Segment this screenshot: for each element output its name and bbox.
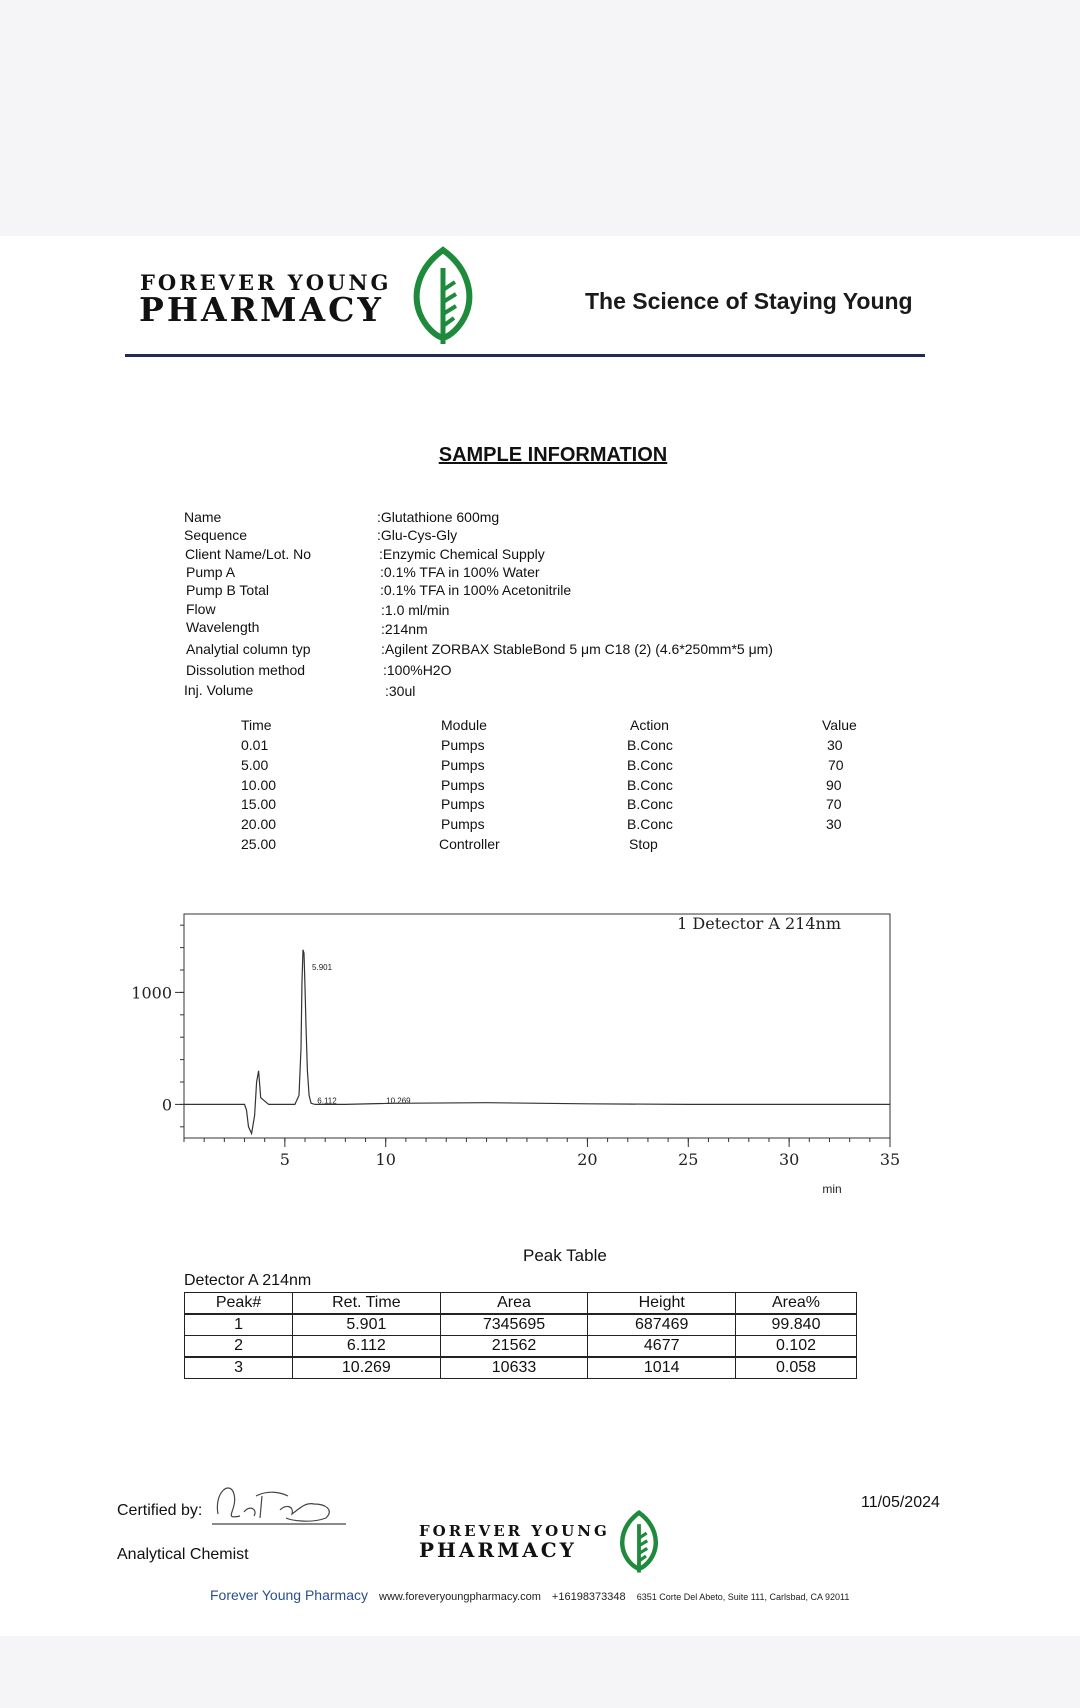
- footer-contact: [210, 1587, 849, 1603]
- info-label: Wavelength: [186, 619, 260, 635]
- info-value: :1.0 ml/min: [381, 602, 450, 618]
- info-label: Pump B Total: [186, 582, 270, 598]
- certified-by-label: Certified by:: [117, 1502, 203, 1519]
- table-cell: 1: [185, 1314, 293, 1336]
- table-cell: 4677: [588, 1336, 736, 1358]
- gradient-header: Time: [241, 717, 272, 733]
- gradient-cell: 30: [827, 737, 843, 753]
- signature: [210, 1474, 350, 1530]
- gradient-cell: 70: [828, 757, 844, 773]
- x-tick-label: 10: [375, 1150, 396, 1169]
- table-cell: 0.058: [736, 1357, 857, 1379]
- report-sheet: [0, 236, 1080, 1636]
- peak-label: 10.269: [386, 1096, 411, 1106]
- gradient-cell: B.Conc: [627, 757, 673, 773]
- info-value: :0.1% TFA in 100% Acetonitrile: [380, 582, 572, 598]
- table-cell: 687469: [588, 1314, 736, 1336]
- footer-leaf-logo-icon: [618, 1508, 660, 1576]
- table-header: Area%: [736, 1293, 857, 1315]
- table-row: [185, 1336, 857, 1358]
- info-value: :Glu-Cys-Gly: [377, 527, 458, 543]
- info-value: :Glutathione 600mg: [377, 509, 500, 525]
- info-label: Pump A: [186, 564, 236, 580]
- brand-name-line2: PHARMACY: [139, 290, 384, 329]
- gradient-cell: Pumps: [441, 737, 485, 753]
- table-cell: 7345695: [440, 1314, 588, 1336]
- table-cell: 2: [185, 1336, 293, 1358]
- gradient-header: Module: [441, 717, 487, 733]
- info-label: Flow: [186, 601, 216, 617]
- x-tick-label: 5: [279, 1150, 290, 1169]
- gradient-cell: 30: [826, 816, 842, 832]
- table-header: Peak#: [185, 1293, 293, 1315]
- footer-address: 6351 Corte Del Abeto, Suite 111, Carlsbad, CA 92011: [636, 1592, 850, 1602]
- table-cell: 21562: [440, 1336, 588, 1358]
- table-row: [185, 1357, 857, 1379]
- x-axis-label: min: [822, 1182, 842, 1196]
- gradient-cell: Controller: [439, 836, 500, 852]
- peak-table: [184, 1292, 857, 1379]
- x-tick-label: 30: [778, 1150, 800, 1169]
- info-label: Inj. Volume: [184, 682, 254, 698]
- chromatogram-chart: [0, 896, 1080, 1196]
- gradient-cell: Stop: [629, 836, 658, 852]
- gradient-cell: 20.00: [241, 816, 277, 832]
- x-tick-label: 35: [879, 1150, 901, 1169]
- gradient-header: Value: [822, 717, 857, 733]
- table-cell: 3: [185, 1357, 293, 1379]
- gradient-cell: B.Conc: [627, 737, 673, 753]
- info-value: :Agilent ZORBAX StableBond 5 μm C18 (2) (4.6*250mm*5 μm): [381, 641, 773, 657]
- gradient-cell: B.Conc: [627, 816, 673, 832]
- info-value: :100%H2O: [383, 662, 452, 678]
- gradient-cell: 15.00: [241, 796, 277, 812]
- y-tick-label: 1000: [131, 983, 172, 1003]
- table-row: [185, 1314, 857, 1336]
- gradient-header: Action: [630, 717, 669, 733]
- peak-label: 6.112: [317, 1096, 337, 1106]
- info-value: :30ul: [385, 683, 416, 699]
- info-label: Sequence: [184, 527, 248, 543]
- table-header: Area: [440, 1293, 588, 1315]
- gradient-cell: 70: [826, 796, 842, 812]
- info-label: Client Name/Lot. No: [185, 546, 312, 562]
- peak-table-title: Peak Table: [523, 1246, 607, 1265]
- gradient-cell: Pumps: [441, 796, 485, 812]
- brand-name-line1: FOREVER YOUNG: [140, 270, 392, 295]
- chromatogram-trace: [184, 950, 890, 1134]
- table-header: Height: [588, 1293, 736, 1315]
- info-value: :Enzymic Chemical Supply: [379, 546, 545, 562]
- info-value: :0.1% TFA in 100% Water: [380, 564, 540, 580]
- certification-date: 11/05/2024: [861, 1494, 940, 1511]
- gradient-cell: Pumps: [441, 777, 485, 793]
- tagline: The Science of Staying Young: [585, 288, 913, 314]
- table-cell: 6.112: [293, 1336, 441, 1358]
- info-label: Dissolution method: [186, 662, 306, 678]
- leaf-logo-icon: [410, 246, 476, 346]
- table-row: [185, 1293, 857, 1315]
- gradient-cell: B.Conc: [627, 777, 673, 793]
- chart-title: 1 Detector A 214nm: [677, 914, 841, 933]
- x-tick-label: 20: [577, 1150, 598, 1169]
- section-title: SAMPLE INFORMATION: [438, 444, 668, 466]
- info-label: Name: [184, 509, 222, 525]
- footer-company: Forever Young Pharmacy: [210, 1587, 368, 1603]
- footer-website[interactable]: www.foreveryoungpharmacy.com: [379, 1591, 541, 1603]
- info-label: Analytial column typ: [186, 641, 311, 657]
- certifier-role: Analytical Chemist: [117, 1546, 249, 1563]
- gradient-cell: Pumps: [441, 816, 485, 832]
- peak-table-detector: Detector A 214nm: [184, 1272, 312, 1289]
- table-header: Ret. Time: [293, 1293, 441, 1315]
- gradient-cell: 90: [826, 777, 842, 793]
- gradient-cell: 5.00: [241, 757, 269, 773]
- gradient-cell: 25.00: [241, 836, 277, 852]
- info-value: :214nm: [381, 621, 428, 637]
- footer-brand-line1: FOREVER YOUNG: [419, 1522, 610, 1540]
- table-cell: 0.102: [736, 1336, 857, 1358]
- table-cell: 10633: [440, 1357, 588, 1379]
- y-tick-label: 0: [161, 1095, 172, 1115]
- gradient-cell: 10.00: [241, 777, 277, 793]
- gradient-cell: B.Conc: [627, 796, 673, 812]
- x-tick-label: 25: [678, 1150, 699, 1169]
- footer-brand-line2: PHARMACY: [419, 1538, 577, 1562]
- header-divider: [125, 354, 925, 357]
- table-cell: 99.840: [736, 1314, 857, 1336]
- peak-label: 5.901: [312, 963, 333, 972]
- table-cell: 10.269: [293, 1357, 441, 1379]
- table-cell: 1014: [588, 1357, 736, 1379]
- gradient-cell: 0.01: [241, 737, 269, 753]
- footer-phone: +16198373348: [551, 1591, 626, 1603]
- gradient-cell: Pumps: [441, 757, 485, 773]
- table-cell: 5.901: [293, 1314, 441, 1336]
